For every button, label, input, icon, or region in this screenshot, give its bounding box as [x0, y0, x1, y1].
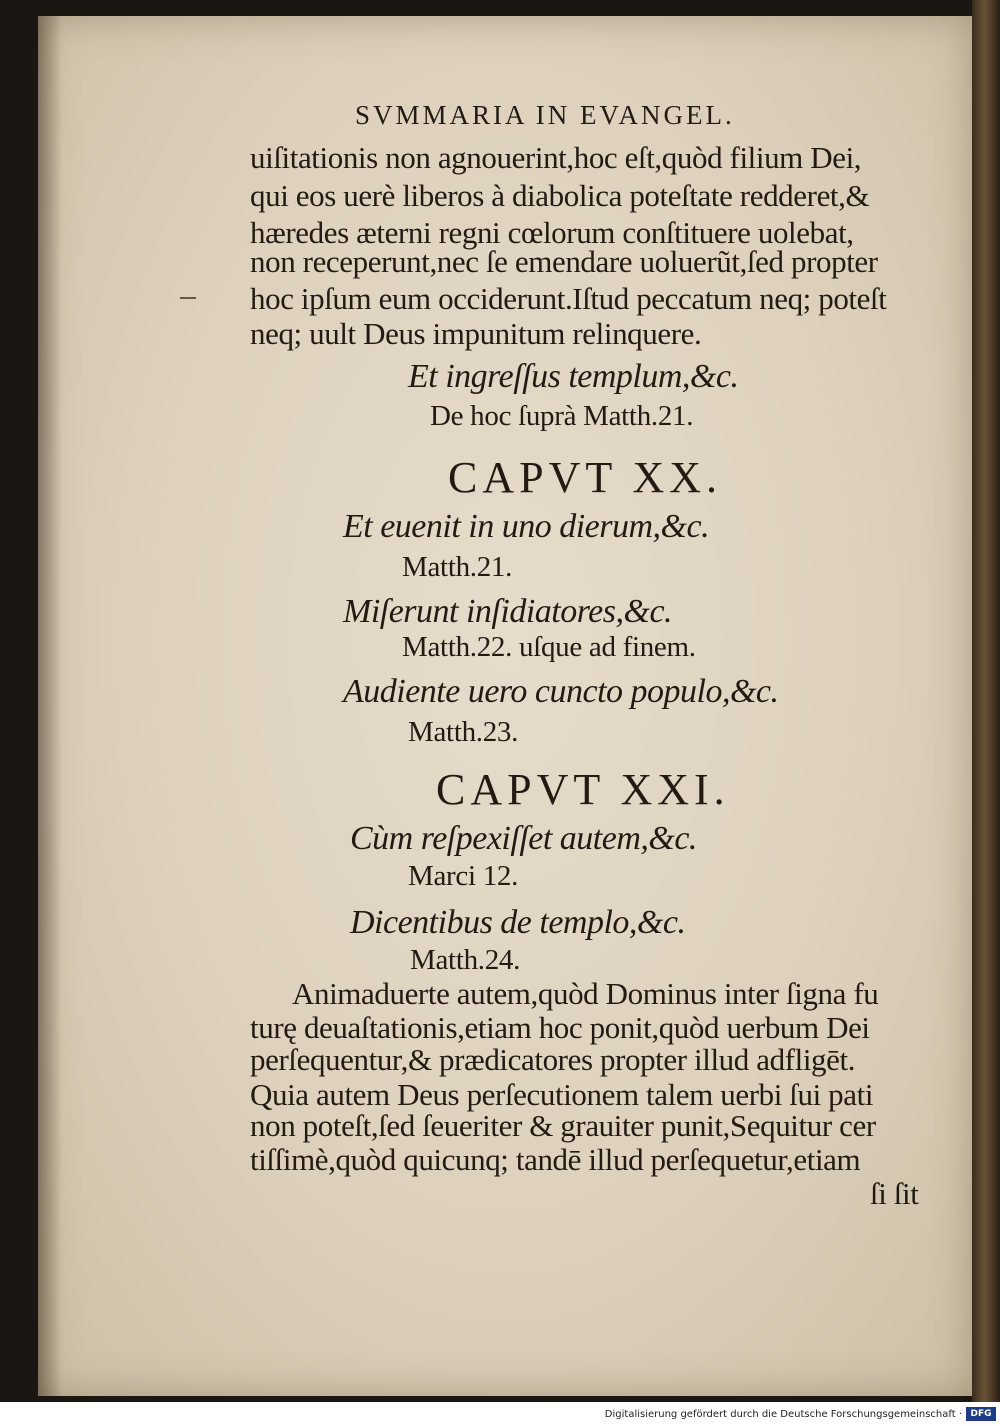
running-header: SVMMARIA IN EVANGEL.	[355, 100, 735, 130]
body-line: hoc ipſum eum occiderunt.Iſtud peccatum neq; poteſt	[250, 281, 887, 316]
digitization-footer	[0, 1402, 1000, 1426]
reference-line: Marci 12.	[408, 860, 519, 892]
body-line: qui eos uerè liberos à diabolica poteſtate redderet,&	[250, 178, 870, 213]
incipit-line: Audiente uero cuncto populo,&c.	[343, 673, 779, 710]
incipit-line: Et euenit in uno dierum,&c.	[343, 508, 710, 545]
body-line: neq; uult Deus impunitum relinquere.	[250, 316, 702, 351]
dfg-logo: DFG	[966, 1407, 996, 1421]
body-line: perſequentur,& prædicatores propter illud adfligēt.	[250, 1042, 856, 1077]
chapter-heading: CAPVT XX.	[448, 453, 723, 502]
reference-line: Matth.24.	[410, 944, 521, 976]
incipit-line: Dicentibus de templo,&c.	[350, 904, 686, 941]
incipit-line: Et ingreſſus templum,&c.	[408, 358, 739, 395]
body-line: Animaduerte autem,quòd Dominus inter ſigna fu	[292, 976, 879, 1011]
body-line: hæredes æterni regni cœlorum conſtituere uolebat,	[250, 215, 854, 250]
reference-line: De hoc ſuprà Matth.21.	[430, 400, 694, 432]
body-line: uiſitationis non agnouerint,hoc eſt,quòd filium Dei,	[250, 140, 862, 175]
body-line: turę deuaſtationis,etiam hoc ponit,quòd uerbum Dei	[250, 1010, 870, 1045]
funding-credit: Digitalisierung gefördert durch die Deutsche Forschungsgemeinschaft ·	[604, 1409, 962, 1420]
body-line: tiſſimè,quòd quicunq; tandē illud perſequetur,etiam	[250, 1142, 861, 1177]
chapter-heading: CAPVT XXI.	[436, 765, 730, 814]
reference-line: Matth.21.	[402, 551, 513, 583]
body-line: non poteſt,ſed ſeueriter & grauiter punit,Sequitur cer	[250, 1108, 876, 1143]
incipit-line: Cùm reſpexiſſet autem,&c.	[350, 820, 697, 857]
reference-line: Matth.23.	[408, 716, 519, 748]
reference-line: Matth.22. uſque ad finem.	[402, 631, 696, 663]
page-gutter-shadow	[38, 16, 62, 1396]
book-fore-edge	[972, 0, 1000, 1402]
body-line: Quia autem Deus perſecutionem talem uerbi ſui pati	[250, 1077, 874, 1112]
margin-mark	[180, 297, 196, 299]
body-line: non receperunt,nec ſe emendare uoluerũt,ſed propter	[250, 244, 878, 279]
incipit-line: Miſerunt inſidiatores,&c.	[343, 593, 673, 630]
catchword: ſi ſit	[870, 1176, 919, 1211]
